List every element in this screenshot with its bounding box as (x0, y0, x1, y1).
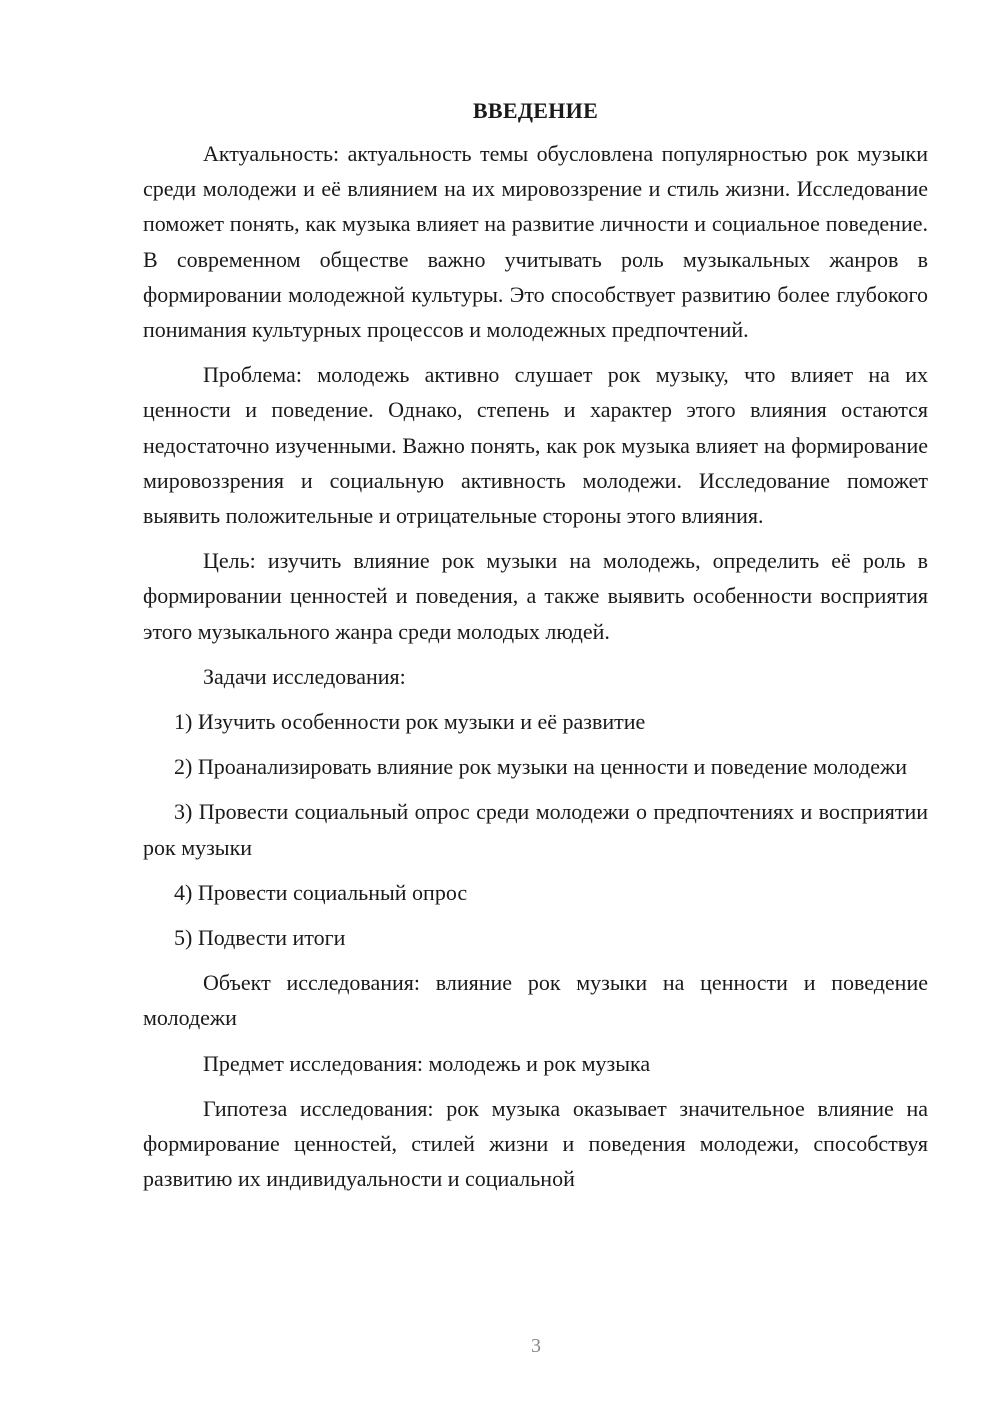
section-heading: ВВЕДЕНИЕ (472, 98, 599, 123)
task-item-1: 1) Изучить особенности рок музыки и её развитие (174, 709, 646, 735)
task-item-4: 4) Провести социальный опрос (174, 879, 468, 905)
task-item-3: 3) Провести социальный опрос среди молодежи о предпочтениях и восприятии рок музыки (143, 799, 928, 860)
relevance-paragraph: Актуальность: актуальность темы обусловлена популярностью рок музыки среди молодежи и её влиянием на их мировоззрение и стиль жизни. Исследование поможет понять, как музыка влияет на развитие личности и социальное поведение. В современном обществе важно учитывать роль музыкальных жанров в формировании молодежной культуры. Это способствует развитию более глубокого понимания культурных процессов и молодежных предпочтений. (143, 141, 928, 343)
goal-paragraph: Цель: изучить влияние рок музыки на молодежь, определить её роль в формировании ценностей и поведения, а также выявить особенности восприятия этого музыкального жанра среди молодых людей. (143, 548, 928, 644)
problem-paragraph: Проблема: молодежь активно слушает рок музыку, что влияет на их ценности и поведение. Однако, степень и характер этого влияния остаются недостаточно изученными. Важно понять, как рок музыка влияет на формирование мировоззрения и социальную активность молодежи. Исследование поможет выявить положительные и отрицательные стороны этого влияния. (143, 362, 928, 529)
tasks-title: Задачи исследования: (203, 663, 406, 689)
page-number: 3 (531, 1335, 541, 1357)
document-page (143, 96, 928, 1206)
subject-paragraph: Предмет исследования: молодежь и рок музыка (203, 1050, 651, 1076)
task-item-2: 2) Проанализировать влияние рок музыки на ценности и поведение молодежи (174, 754, 907, 780)
hypothesis-paragraph: Гипотеза исследования: рок музыка оказывает значительное влияние на формирование ценностей, стилей жизни и поведения молодежи, способствуя развитию их индивидуальности и социальной (143, 1095, 928, 1192)
task-item-5: 5) Подвести итоги (174, 925, 346, 951)
object-paragraph: Объект исследования: влияние рок музыки на ценности и поведение молодежи (143, 970, 928, 1031)
